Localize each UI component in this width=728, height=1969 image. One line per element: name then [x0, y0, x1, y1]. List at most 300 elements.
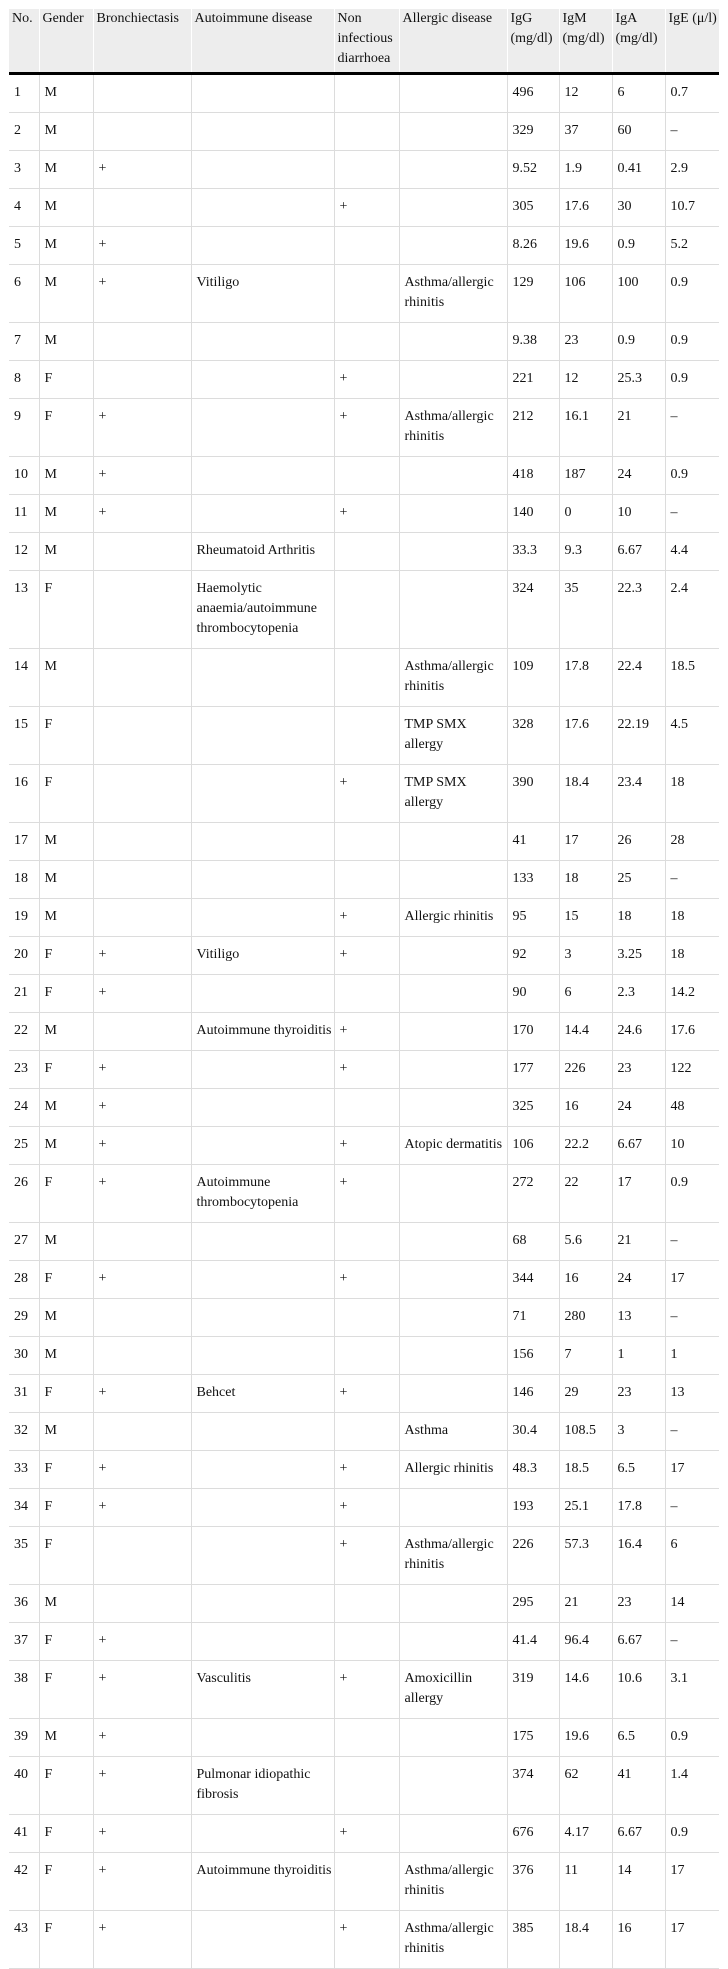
cell-bronchiectasis: [93, 861, 191, 899]
cell-gender: M: [39, 323, 93, 361]
cell-iga: 23.4: [612, 765, 665, 823]
cell-igg: 324: [507, 571, 559, 649]
cell-no: 26: [9, 1165, 39, 1223]
cell-ige: –: [665, 495, 719, 533]
table-row: [9, 571, 719, 649]
cell-diarrhoea: +: [334, 1051, 399, 1089]
cell-autoimmune-disease: [191, 495, 334, 533]
cell-iga: 23: [612, 1585, 665, 1623]
cell-no: 31: [9, 1375, 39, 1413]
cell-bronchiectasis: +: [93, 975, 191, 1013]
cell-gender: F: [39, 1527, 93, 1585]
cell-diarrhoea: [334, 1623, 399, 1661]
cell-allergic-disease: [399, 533, 507, 571]
cell-allergic-disease: TMP SMX allergy: [399, 765, 507, 823]
table-row: [9, 707, 719, 765]
cell-igg: 9.38: [507, 323, 559, 361]
cell-igg: 193: [507, 1489, 559, 1527]
cell-gender: F: [39, 1489, 93, 1527]
table-row: [9, 1051, 719, 1089]
cell-bronchiectasis: +: [93, 1165, 191, 1223]
cell-ige: –: [665, 399, 719, 457]
cell-iga: 6.67: [612, 1127, 665, 1165]
cell-no: 16: [9, 765, 39, 823]
cell-igg: 175: [507, 1719, 559, 1757]
cell-autoimmune-disease: [191, 1623, 334, 1661]
cell-bronchiectasis: +: [93, 151, 191, 189]
cell-autoimmune-disease: [191, 113, 334, 151]
cell-autoimmune-disease: Rheumatoid Arthritis: [191, 533, 334, 571]
cell-bronchiectasis: [93, 571, 191, 649]
cell-bronchiectasis: +: [93, 227, 191, 265]
cell-gender: M: [39, 861, 93, 899]
cell-gender: F: [39, 1911, 93, 1969]
cell-autoimmune-disease: [191, 151, 334, 189]
cell-bronchiectasis: +: [93, 265, 191, 323]
cell-no: 37: [9, 1623, 39, 1661]
cell-diarrhoea: +: [334, 1527, 399, 1585]
cell-igm: 16: [559, 1089, 612, 1127]
cell-diarrhoea: [334, 1757, 399, 1815]
cell-autoimmune-disease: [191, 899, 334, 937]
cell-bronchiectasis: +: [93, 1757, 191, 1815]
cell-ige: –: [665, 1223, 719, 1261]
table-row: [9, 937, 719, 975]
cell-igg: 48.3: [507, 1451, 559, 1489]
table-row: [9, 649, 719, 707]
column-header-iga: IgA (mg/dl): [612, 9, 665, 74]
cell-no: 14: [9, 649, 39, 707]
cell-igg: 129: [507, 265, 559, 323]
cell-gender: F: [39, 937, 93, 975]
cell-allergic-disease: Allergic rhinitis: [399, 899, 507, 937]
cell-autoimmune-disease: [191, 323, 334, 361]
cell-no: 18: [9, 861, 39, 899]
cell-diarrhoea: [334, 571, 399, 649]
cell-iga: 3.25: [612, 937, 665, 975]
cell-igg: 140: [507, 495, 559, 533]
cell-bronchiectasis: +: [93, 1623, 191, 1661]
cell-iga: 0.9: [612, 323, 665, 361]
cell-igm: 17: [559, 823, 612, 861]
cell-no: 43: [9, 1911, 39, 1969]
cell-ige: 17: [665, 1911, 719, 1969]
cell-diarrhoea: [334, 1413, 399, 1451]
cell-diarrhoea: [334, 1585, 399, 1623]
cell-diarrhoea: [334, 151, 399, 189]
cell-igm: 106: [559, 265, 612, 323]
cell-allergic-disease: [399, 189, 507, 227]
cell-gender: M: [39, 113, 93, 151]
table-row: [9, 1489, 719, 1527]
cell-gender: M: [39, 189, 93, 227]
cell-diarrhoea: [334, 1089, 399, 1127]
cell-ige: 2.4: [665, 571, 719, 649]
cell-gender: M: [39, 823, 93, 861]
cell-igg: 8.26: [507, 227, 559, 265]
cell-ige: 0.9: [665, 361, 719, 399]
cell-igg: 376: [507, 1853, 559, 1911]
cell-igm: 14.6: [559, 1661, 612, 1719]
cell-diarrhoea: +: [334, 1261, 399, 1299]
cell-allergic-disease: Asthma/allergic rhinitis: [399, 265, 507, 323]
table-row: [9, 1413, 719, 1451]
cell-gender: F: [39, 1757, 93, 1815]
cell-gender: F: [39, 1051, 93, 1089]
table-row: [9, 113, 719, 151]
cell-igm: 18.4: [559, 765, 612, 823]
cell-igm: 35: [559, 571, 612, 649]
cell-ige: 3.1: [665, 1661, 719, 1719]
cell-autoimmune-disease: [191, 457, 334, 495]
cell-igm: 14.4: [559, 1013, 612, 1051]
cell-no: 32: [9, 1413, 39, 1451]
cell-gender: M: [39, 533, 93, 571]
cell-bronchiectasis: +: [93, 1451, 191, 1489]
table-row: [9, 1165, 719, 1223]
cell-no: 17: [9, 823, 39, 861]
cell-allergic-disease: [399, 151, 507, 189]
cell-ige: 18.5: [665, 649, 719, 707]
cell-allergic-disease: [399, 1165, 507, 1223]
cell-no: 21: [9, 975, 39, 1013]
cell-ige: 1: [665, 1337, 719, 1375]
cell-gender: F: [39, 361, 93, 399]
table-row: [9, 765, 719, 823]
cell-gender: M: [39, 265, 93, 323]
cell-autoimmune-disease: Vasculitis: [191, 1661, 334, 1719]
table-row: [9, 1299, 719, 1337]
cell-no: 30: [9, 1337, 39, 1375]
cell-iga: 6.67: [612, 1815, 665, 1853]
cell-iga: 6.67: [612, 533, 665, 571]
cell-autoimmune-disease: [191, 1261, 334, 1299]
cell-igm: 19.6: [559, 227, 612, 265]
cell-diarrhoea: [334, 227, 399, 265]
cell-bronchiectasis: +: [93, 495, 191, 533]
cell-igm: 57.3: [559, 1527, 612, 1585]
cell-igm: 226: [559, 1051, 612, 1089]
patient-table: [9, 9, 719, 1969]
cell-igm: 16: [559, 1261, 612, 1299]
cell-diarrhoea: [334, 457, 399, 495]
cell-igm: 23: [559, 323, 612, 361]
cell-no: 38: [9, 1661, 39, 1719]
cell-igm: 280: [559, 1299, 612, 1337]
cell-igg: 90: [507, 975, 559, 1013]
cell-gender: F: [39, 1815, 93, 1853]
cell-iga: 30: [612, 189, 665, 227]
cell-ige: –: [665, 1299, 719, 1337]
cell-gender: M: [39, 1127, 93, 1165]
cell-igm: 6: [559, 975, 612, 1013]
cell-diarrhoea: [334, 823, 399, 861]
cell-igm: 62: [559, 1757, 612, 1815]
table-row: [9, 1661, 719, 1719]
cell-ige: 1.4: [665, 1757, 719, 1815]
cell-iga: 60: [612, 113, 665, 151]
cell-bronchiectasis: [93, 1223, 191, 1261]
cell-iga: 0.9: [612, 227, 665, 265]
cell-igg: 344: [507, 1261, 559, 1299]
cell-gender: F: [39, 1661, 93, 1719]
cell-igg: 156: [507, 1337, 559, 1375]
cell-bronchiectasis: [93, 765, 191, 823]
cell-diarrhoea: +: [334, 899, 399, 937]
column-header-bronchiectasis: Bronchiectasis: [93, 9, 191, 74]
cell-allergic-disease: [399, 1489, 507, 1527]
cell-igm: 12: [559, 361, 612, 399]
cell-allergic-disease: Amoxicillin allergy: [399, 1661, 507, 1719]
cell-autoimmune-disease: [191, 1337, 334, 1375]
cell-iga: 100: [612, 265, 665, 323]
cell-diarrhoea: [334, 113, 399, 151]
cell-iga: 6.5: [612, 1719, 665, 1757]
table-row: [9, 1127, 719, 1165]
cell-igg: 676: [507, 1815, 559, 1853]
cell-autoimmune-disease: [191, 1451, 334, 1489]
cell-gender: M: [39, 1089, 93, 1127]
cell-allergic-disease: [399, 74, 507, 113]
table-row: [9, 399, 719, 457]
cell-diarrhoea: +: [334, 1911, 399, 1969]
cell-no: 25: [9, 1127, 39, 1165]
cell-ige: –: [665, 861, 719, 899]
table-row: [9, 189, 719, 227]
cell-allergic-disease: Asthma/allergic rhinitis: [399, 1527, 507, 1585]
cell-iga: 6.67: [612, 1623, 665, 1661]
cell-allergic-disease: [399, 1261, 507, 1299]
cell-ige: 0.9: [665, 265, 719, 323]
cell-ige: 0.9: [665, 457, 719, 495]
cell-ige: 17: [665, 1451, 719, 1489]
column-header-ige: IgE (μ/l): [665, 9, 719, 74]
table-row: [9, 823, 719, 861]
cell-igg: 133: [507, 861, 559, 899]
cell-iga: 17.8: [612, 1489, 665, 1527]
cell-bronchiectasis: +: [93, 399, 191, 457]
cell-diarrhoea: [334, 265, 399, 323]
cell-diarrhoea: [334, 1299, 399, 1337]
table-row: [9, 151, 719, 189]
cell-autoimmune-disease: [191, 1527, 334, 1585]
cell-iga: 22.3: [612, 571, 665, 649]
cell-autoimmune-disease: [191, 399, 334, 457]
cell-igg: 146: [507, 1375, 559, 1413]
cell-no: 7: [9, 323, 39, 361]
column-header-allergic-disease: Allergic disease: [399, 9, 507, 74]
cell-allergic-disease: Allergic rhinitis: [399, 1451, 507, 1489]
cell-gender: M: [39, 1013, 93, 1051]
table-row: [9, 361, 719, 399]
cell-diarrhoea: +: [334, 1165, 399, 1223]
cell-no: 40: [9, 1757, 39, 1815]
cell-allergic-disease: [399, 1375, 507, 1413]
column-header-diarrhoea: Non infectious diarrhoea: [334, 9, 399, 74]
cell-gender: M: [39, 74, 93, 113]
cell-bronchiectasis: +: [93, 1911, 191, 1969]
cell-no: 13: [9, 571, 39, 649]
cell-diarrhoea: +: [334, 1451, 399, 1489]
cell-autoimmune-disease: Vitiligo: [191, 265, 334, 323]
cell-allergic-disease: Asthma: [399, 1413, 507, 1451]
cell-bronchiectasis: +: [93, 1051, 191, 1089]
table-row: [9, 495, 719, 533]
cell-diarrhoea: [334, 533, 399, 571]
cell-diarrhoea: [334, 649, 399, 707]
cell-igm: 96.4: [559, 1623, 612, 1661]
cell-autoimmune-disease: Behcet: [191, 1375, 334, 1413]
cell-autoimmune-disease: Pulmonar idiopathic fibrosis: [191, 1757, 334, 1815]
cell-iga: 24: [612, 457, 665, 495]
cell-igg: 71: [507, 1299, 559, 1337]
cell-diarrhoea: +: [334, 1815, 399, 1853]
cell-autoimmune-disease: Vitiligo: [191, 937, 334, 975]
cell-no: 5: [9, 227, 39, 265]
cell-iga: 25.3: [612, 361, 665, 399]
cell-allergic-disease: [399, 975, 507, 1013]
cell-iga: 24: [612, 1261, 665, 1299]
cell-gender: F: [39, 399, 93, 457]
cell-allergic-disease: [399, 1623, 507, 1661]
cell-no: 1: [9, 74, 39, 113]
cell-diarrhoea: +: [334, 1127, 399, 1165]
cell-no: 34: [9, 1489, 39, 1527]
cell-gender: F: [39, 765, 93, 823]
cell-bronchiectasis: +: [93, 457, 191, 495]
cell-gender: M: [39, 151, 93, 189]
cell-gender: F: [39, 707, 93, 765]
cell-no: 8: [9, 361, 39, 399]
cell-igg: 41.4: [507, 1623, 559, 1661]
cell-no: 27: [9, 1223, 39, 1261]
cell-iga: 24.6: [612, 1013, 665, 1051]
cell-diarrhoea: +: [334, 361, 399, 399]
cell-bronchiectasis: [93, 74, 191, 113]
cell-igg: 390: [507, 765, 559, 823]
cell-gender: M: [39, 227, 93, 265]
cell-allergic-disease: [399, 571, 507, 649]
cell-autoimmune-disease: [191, 1719, 334, 1757]
cell-igm: 22: [559, 1165, 612, 1223]
cell-diarrhoea: [334, 975, 399, 1013]
table-row: [9, 1815, 719, 1853]
cell-autoimmune-disease: Autoimmune thrombocytopenia: [191, 1165, 334, 1223]
table-row: [9, 265, 719, 323]
cell-no: 15: [9, 707, 39, 765]
cell-iga: 21: [612, 1223, 665, 1261]
cell-gender: M: [39, 457, 93, 495]
cell-diarrhoea: +: [334, 937, 399, 975]
cell-bronchiectasis: [93, 899, 191, 937]
cell-iga: 24: [612, 1089, 665, 1127]
cell-gender: F: [39, 571, 93, 649]
cell-ige: –: [665, 1489, 719, 1527]
cell-gender: F: [39, 1261, 93, 1299]
table-row: [9, 323, 719, 361]
table-container: [9, 9, 719, 1969]
cell-diarrhoea: [334, 861, 399, 899]
column-header-autoimmune-disease: Autoimmune disease: [191, 9, 334, 74]
cell-igm: 22.2: [559, 1127, 612, 1165]
cell-iga: 16: [612, 1911, 665, 1969]
cell-igg: 226: [507, 1527, 559, 1585]
cell-diarrhoea: [334, 1337, 399, 1375]
cell-igg: 319: [507, 1661, 559, 1719]
table-row: [9, 1853, 719, 1911]
cell-bronchiectasis: [93, 1585, 191, 1623]
cell-ige: 14: [665, 1585, 719, 1623]
cell-bronchiectasis: +: [93, 1853, 191, 1911]
cell-allergic-disease: [399, 1815, 507, 1853]
cell-allergic-disease: [399, 227, 507, 265]
cell-iga: 22.4: [612, 649, 665, 707]
cell-igg: 92: [507, 937, 559, 975]
cell-ige: 0.9: [665, 1165, 719, 1223]
cell-igg: 30.4: [507, 1413, 559, 1451]
cell-autoimmune-disease: [191, 1089, 334, 1127]
cell-ige: 48: [665, 1089, 719, 1127]
cell-igg: 95: [507, 899, 559, 937]
cell-igm: 37: [559, 113, 612, 151]
table-row: [9, 227, 719, 265]
table-row: [9, 533, 719, 571]
cell-diarrhoea: +: [334, 1375, 399, 1413]
cell-igg: 177: [507, 1051, 559, 1089]
cell-bronchiectasis: [93, 189, 191, 227]
cell-bronchiectasis: [93, 1299, 191, 1337]
cell-autoimmune-disease: [191, 227, 334, 265]
cell-iga: 23: [612, 1375, 665, 1413]
cell-diarrhoea: [334, 1853, 399, 1911]
cell-igm: 0: [559, 495, 612, 533]
cell-gender: M: [39, 1719, 93, 1757]
cell-no: 29: [9, 1299, 39, 1337]
table-row: [9, 1013, 719, 1051]
cell-allergic-disease: [399, 1585, 507, 1623]
cell-igm: 21: [559, 1585, 612, 1623]
cell-igg: 106: [507, 1127, 559, 1165]
cell-igm: 19.6: [559, 1719, 612, 1757]
cell-bronchiectasis: [93, 1013, 191, 1051]
column-header-no: No.: [9, 9, 39, 74]
cell-autoimmune-disease: [191, 765, 334, 823]
cell-iga: 6: [612, 74, 665, 113]
cell-iga: 25: [612, 861, 665, 899]
cell-igg: 212: [507, 399, 559, 457]
cell-igm: 17.6: [559, 189, 612, 227]
cell-igm: 18.5: [559, 1451, 612, 1489]
cell-iga: 10: [612, 495, 665, 533]
cell-bronchiectasis: [93, 1413, 191, 1451]
cell-allergic-disease: [399, 361, 507, 399]
cell-bronchiectasis: +: [93, 1261, 191, 1299]
cell-ige: –: [665, 1413, 719, 1451]
cell-iga: 21: [612, 399, 665, 457]
cell-bronchiectasis: [93, 707, 191, 765]
cell-bronchiectasis: +: [93, 1375, 191, 1413]
cell-igg: 170: [507, 1013, 559, 1051]
table-row: [9, 1223, 719, 1261]
cell-iga: 13: [612, 1299, 665, 1337]
cell-gender: F: [39, 1853, 93, 1911]
cell-ige: 10: [665, 1127, 719, 1165]
cell-autoimmune-disease: [191, 1489, 334, 1527]
cell-diarrhoea: [334, 1223, 399, 1261]
cell-ige: 4.5: [665, 707, 719, 765]
cell-gender: M: [39, 495, 93, 533]
cell-ige: 18: [665, 899, 719, 937]
